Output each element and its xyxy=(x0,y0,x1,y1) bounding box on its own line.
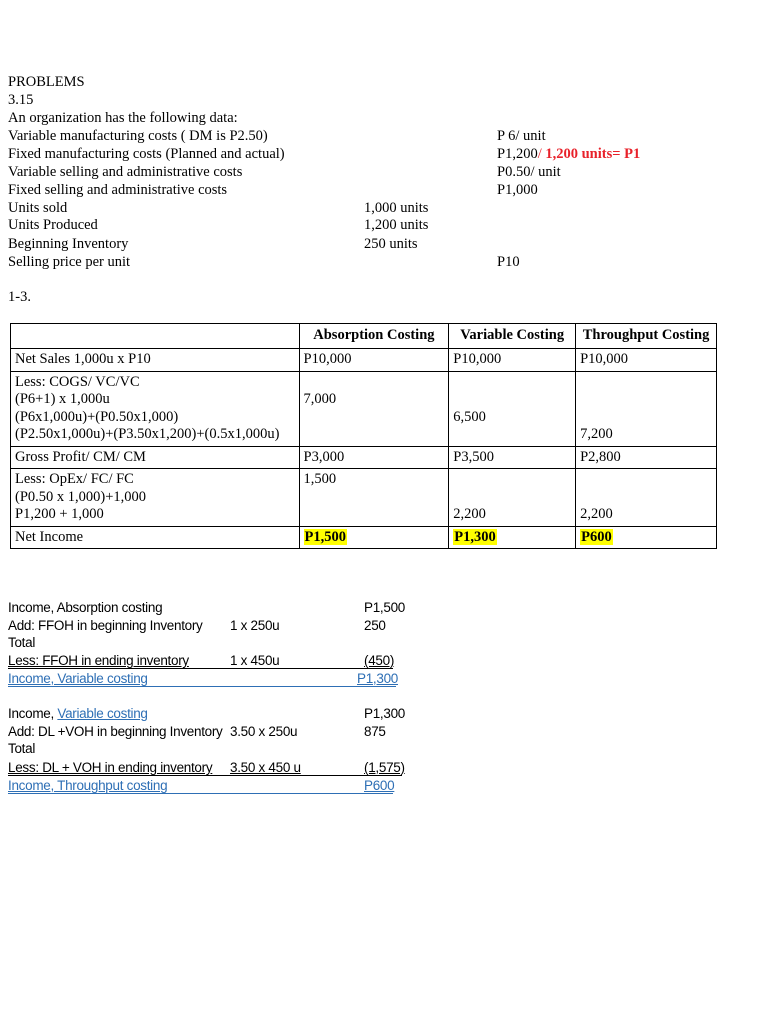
recon-result-label[interactable]: Income, Throughput costing xyxy=(8,778,168,793)
cell-absorption: P10,000 xyxy=(299,349,449,372)
recon-calc: 3.50 x 250u xyxy=(230,724,298,739)
cell-throughput: 7,200 xyxy=(576,371,717,446)
cell-absorption: 7,000 xyxy=(299,371,449,446)
given-value: P10 xyxy=(497,254,520,270)
row-label: Gross Profit/ CM/ CM xyxy=(11,446,300,469)
given-annotation: 1,200 units= P1 xyxy=(541,146,641,162)
given-value: P1,200/ 1,200 units= P1 xyxy=(497,146,641,162)
problem-number: 3.15 xyxy=(8,92,34,108)
given-label: Selling price per unit xyxy=(8,254,131,270)
net-income-highlight: P1,500 xyxy=(304,528,346,545)
cell-absorption: 1,500 xyxy=(299,469,449,527)
cell-variable: P10,000 xyxy=(449,349,576,372)
cell-throughput: P2,800 xyxy=(576,446,717,469)
cogs-line: (P2.50x1,000u)+(P3.50x1,200)+(0.5x1,000u) xyxy=(15,426,280,442)
recon-result-label[interactable]: Income, Variable costing xyxy=(8,671,148,686)
recon-label: Income, Variable costing xyxy=(8,706,148,721)
given-label: Beginning Inventory xyxy=(8,236,129,252)
costing-table xyxy=(10,323,717,549)
table-row-gross-profit xyxy=(11,446,717,469)
recon-value: P1,300 xyxy=(364,706,405,721)
net-income-highlight: P1,300 xyxy=(454,528,496,545)
given-label: Units Produced xyxy=(8,217,98,233)
cell-throughput xyxy=(576,526,717,549)
recon-value: 875 xyxy=(364,724,386,739)
given-label: Fixed manufacturing costs (Planned and actual) xyxy=(8,146,285,162)
result-underline xyxy=(8,686,396,687)
cogs-line: (P6+1) x 1,000u xyxy=(15,391,110,407)
variable-costing-link[interactable]: Variable costing xyxy=(57,706,148,721)
divider xyxy=(8,668,393,669)
recon-value: (450) xyxy=(364,653,395,668)
table-header-row xyxy=(11,324,717,349)
cell-absorption xyxy=(299,526,449,549)
row-label xyxy=(11,371,300,446)
row-label xyxy=(11,469,300,527)
table-row-cogs xyxy=(11,371,717,446)
cogs-line: (P6x1,000u)+(P0.50x1,000) xyxy=(15,408,179,425)
cell-variable: P3,500 xyxy=(449,446,576,469)
recon-value: P1,500 xyxy=(364,600,405,615)
table-row-net-sales xyxy=(11,349,717,372)
given-value: P1,000 xyxy=(497,182,538,198)
table-row-opex xyxy=(11,469,717,527)
result-underline xyxy=(8,793,393,794)
recon-label: Less: FFOH in ending inventory xyxy=(8,653,189,668)
cell-throughput: P10,000 xyxy=(576,349,717,372)
header-variable: Variable Costing xyxy=(449,324,576,349)
given-label: Fixed selling and administrative costs xyxy=(8,182,228,198)
recon-value: (1,575) xyxy=(364,760,405,775)
row-label: Net Sales 1,000u x P10 xyxy=(11,349,300,372)
recon-label: Add: FFOH in beginning Inventory xyxy=(8,618,203,633)
given-units: 1,200 units xyxy=(364,217,429,233)
row-label: Net Income xyxy=(11,526,300,549)
problem-intro: An organization has the following data: xyxy=(8,110,238,126)
given-label: Units sold xyxy=(8,200,68,216)
cell-absorption: P3,000 xyxy=(299,446,449,469)
given-value: P 6/ unit xyxy=(497,128,546,144)
recon-calc: 1 x 450u xyxy=(230,653,280,668)
recon-label: Less: DL + VOH in ending inventory xyxy=(8,760,213,775)
recon-value: 250 xyxy=(364,618,386,633)
recon-calc: 1 x 250u xyxy=(230,618,280,633)
cogs-line: Less: COGS/ VC/VC xyxy=(15,373,140,390)
cell-variable: 2,200 xyxy=(449,469,576,527)
table-row-net-income xyxy=(11,526,717,549)
opex-line: P1,200 + 1,000 xyxy=(15,506,104,522)
header-absorption: Absorption Costing xyxy=(299,324,449,349)
header-blank xyxy=(11,324,300,349)
given-units: 250 units xyxy=(364,236,418,252)
section-label: 1-3. xyxy=(8,289,31,305)
recon-calc: 3.50 x 450 u xyxy=(230,760,301,775)
opex-line: Less: OpEx/ FC/ FC xyxy=(15,471,134,487)
recon-label: Add: DL +VOH in beginning Inventory xyxy=(8,724,223,739)
opex-line: (P0.50 x 1,000)+1,000 xyxy=(15,488,147,505)
given-label: Variable manufacturing costs ( DM is P2.50) xyxy=(8,128,268,144)
recon-label: Total xyxy=(8,635,36,650)
recon-label: Income, Absorption costing xyxy=(8,600,163,615)
cell-throughput: 2,200 xyxy=(576,469,717,527)
recon-result-value[interactable]: P1,300 xyxy=(357,671,398,686)
recon-label: Total xyxy=(8,741,36,756)
cell-variable xyxy=(449,526,576,549)
given-label: Variable selling and administrative costs xyxy=(8,164,243,180)
given-units: 1,000 units xyxy=(364,200,429,216)
divider xyxy=(8,775,402,776)
net-income-highlight: P600 xyxy=(581,528,612,545)
cell-variable: 6,500 xyxy=(449,371,576,446)
problems-heading: PROBLEMS xyxy=(8,74,85,90)
recon-result-value[interactable]: P600 xyxy=(364,778,395,793)
header-throughput: Throughput Costing xyxy=(576,324,717,349)
given-value: P0.50/ unit xyxy=(497,164,561,180)
